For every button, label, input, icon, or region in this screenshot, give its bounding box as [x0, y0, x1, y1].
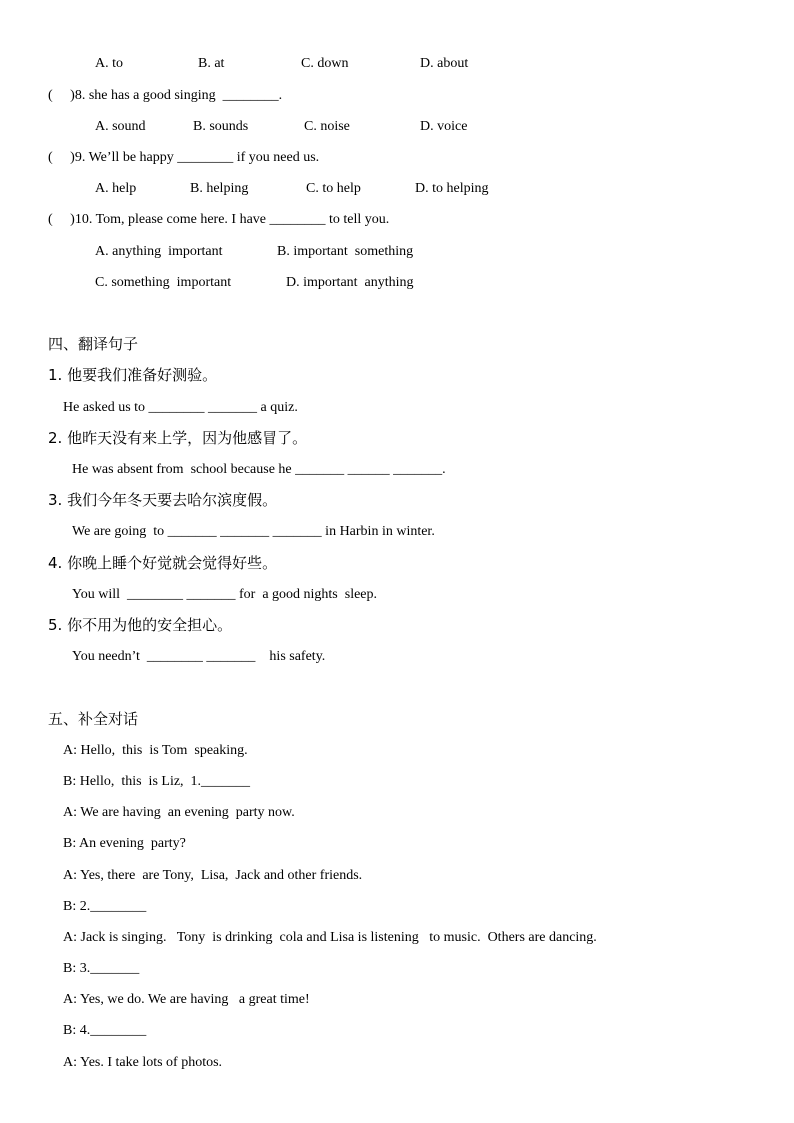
dialogue-line-3: A: We are having an evening party now.	[63, 805, 295, 820]
translation-item-5-chinese: 5. 你不用为他的安全担心。	[48, 616, 233, 634]
section4-heading: 四、翻译句子	[48, 335, 139, 353]
q8-stem: ( )8. she has a good singing ________.	[48, 88, 283, 103]
dialogue-line-10: B: 4.________	[63, 1023, 147, 1038]
q10-stem: ( )10. Tom, please come here. I have ________ to tell you.	[48, 212, 390, 227]
dialogue-line-2: B: Hello, this is Liz, 1._______	[63, 774, 251, 789]
dialogue-line-1: A: Hello, this is Tom speaking.	[63, 743, 248, 758]
dialogue-line-4: B: An evening party?	[63, 836, 186, 851]
dialogue-line-11: A: Yes. I take lots of photos.	[63, 1055, 223, 1070]
translation-item-2-english: He was absent from school because he _______ ______ _______.	[72, 462, 446, 477]
section5-heading: 五、补全对话	[48, 710, 139, 728]
q7-option-d: D. about	[420, 56, 469, 71]
dialogue-line-8: B: 3._______	[63, 961, 140, 976]
translation-item-4-english: You will ________ _______ for a good nights sleep.	[72, 587, 378, 602]
q9-option-b: B. helping	[190, 181, 249, 196]
q9-stem: ( )9. We’ll be happy ________ if you need us.	[48, 150, 320, 165]
translation-item-2-chinese: 2. 他昨天没有来上学，因为他感冒了。	[48, 429, 308, 447]
q9-option-d: D. to helping	[415, 181, 489, 196]
q7-option-c: C. down	[301, 56, 349, 71]
dialogue-line-5: A: Yes, there are Tony, Lisa, Jack and other friends.	[63, 868, 363, 883]
q10-option-d: D. important anything	[286, 275, 414, 290]
dialogue-line-6: B: 2.________	[63, 899, 147, 914]
q10-option-c: C. something important	[95, 275, 232, 290]
q10-option-b: B. important something	[277, 244, 414, 259]
translation-item-1-chinese: 1. 他要我们准备好测验。	[48, 366, 218, 384]
q8-option-c: C. noise	[304, 119, 350, 134]
translation-item-1-english: He asked us to ________ _______ a quiz.	[63, 400, 298, 415]
q10-option-a: A. anything important	[95, 244, 223, 259]
dialogue-line-7: A: Jack is singing. Tony is drinking cola and Lisa is listening to music. Others are dancing.	[63, 930, 597, 945]
q8-option-b: B. sounds	[193, 119, 249, 134]
translation-item-3-chinese: 3. 我们今年冬天要去哈尔滨度假。	[48, 491, 278, 509]
q9-option-c: C. to help	[306, 181, 361, 196]
translation-item-5-english: You needn’t ________ _______ his safety.	[72, 649, 326, 664]
q8-option-a: A. sound	[95, 119, 146, 134]
translation-item-3-english: We are going to _______ _______ _______ in Harbin in winter.	[72, 524, 435, 539]
q7-option-a: A. to	[95, 56, 123, 71]
q9-option-a: A. help	[95, 181, 137, 196]
q7-option-b: B. at	[198, 56, 225, 71]
translation-item-4-chinese: 4. 你晚上睡个好觉就会觉得好些。	[48, 554, 278, 572]
dialogue-line-9: A: Yes, we do. We are having a great time!	[63, 992, 310, 1007]
q8-option-d: D. voice	[420, 119, 468, 134]
